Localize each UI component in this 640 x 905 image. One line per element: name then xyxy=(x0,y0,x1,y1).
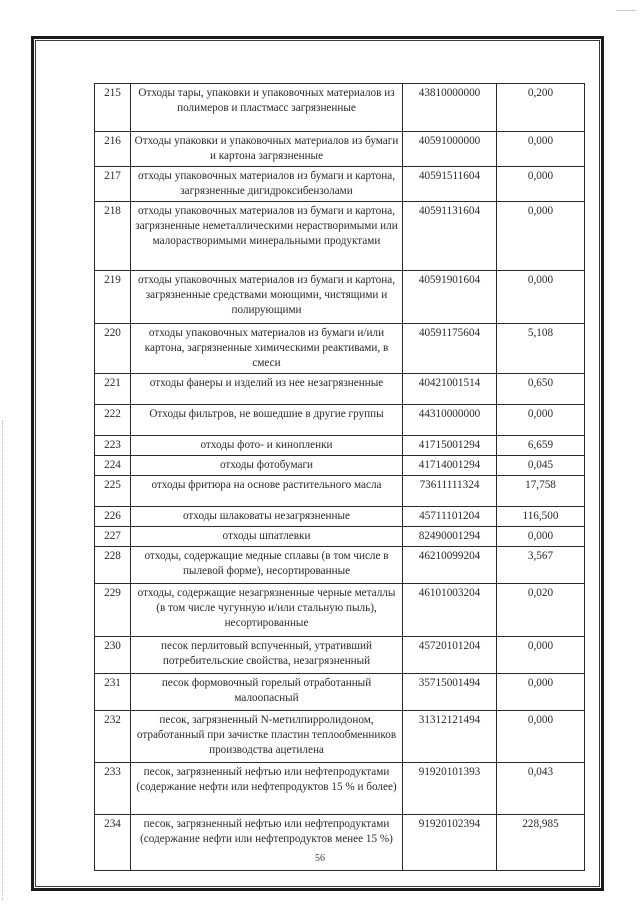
waste-name: отходы шлаковаты незагрязненные xyxy=(131,507,403,527)
row-number: 230 xyxy=(95,637,131,674)
waste-table xyxy=(94,83,585,871)
row-number: 216 xyxy=(95,132,131,167)
table-row xyxy=(95,202,585,271)
table-row xyxy=(95,584,585,637)
scan-edge-top xyxy=(616,10,636,12)
waste-name: песок, загрязненный нефтью или нефтепродуктами (содержание нефти или нефтепродуктов менее 15 %) xyxy=(131,815,403,871)
waste-code: 91920102394 xyxy=(403,815,497,871)
waste-code: 40591131604 xyxy=(403,202,497,271)
waste-amount: 0,200 xyxy=(497,84,585,132)
row-number: 229 xyxy=(95,584,131,637)
waste-name: песок, загрязненный N-метилпирролидоном, отработанный при зачистке пластин теплообменников производства ацетилена xyxy=(131,711,403,763)
waste-name: Отходы тары, упаковки и упаковочных материалов из полимеров и пластмасс загрязненные xyxy=(131,84,403,132)
waste-amount: 0,020 xyxy=(497,584,585,637)
waste-code: 41714001294 xyxy=(403,456,497,476)
waste-name: песок, загрязненный нефтью или нефтепродуктами (содержание нефти или нефтепродуктов 15 % и более) xyxy=(131,763,403,815)
waste-amount: 0,650 xyxy=(497,374,585,405)
table-row xyxy=(95,763,585,815)
row-number: 219 xyxy=(95,271,131,324)
row-number: 234 xyxy=(95,815,131,871)
table-row xyxy=(95,637,585,674)
row-number: 227 xyxy=(95,527,131,547)
waste-name: отходы фотобумаги xyxy=(131,456,403,476)
table-row xyxy=(95,436,585,456)
waste-amount: 0,000 xyxy=(497,202,585,271)
waste-name: отходы, содержащие незагрязненные черные металлы (в том числе чугунную и/или стальную пыль), несортированные xyxy=(131,584,403,637)
row-number: 220 xyxy=(95,324,131,374)
waste-amount: 0,000 xyxy=(497,637,585,674)
page-number: 56 xyxy=(315,853,325,864)
table-row xyxy=(95,547,585,584)
table-row xyxy=(95,476,585,507)
table-row xyxy=(95,84,585,132)
waste-name: отходы упаковочных материалов из бумаги и/или картона, загрязненные химическими реактивами, в смеси xyxy=(131,324,403,374)
waste-code: 46210099204 xyxy=(403,547,497,584)
waste-amount: 0,000 xyxy=(497,405,585,436)
waste-name: Отходы фильтров, не вошедшие в другие группы xyxy=(131,405,403,436)
row-number: 223 xyxy=(95,436,131,456)
waste-code: 45711101204 xyxy=(403,507,497,527)
waste-amount: 228,985 xyxy=(497,815,585,871)
waste-code: 40591000000 xyxy=(403,132,497,167)
waste-amount: 0,000 xyxy=(497,674,585,711)
row-number: 218 xyxy=(95,202,131,271)
waste-code: 31312121494 xyxy=(403,711,497,763)
waste-name: отходы фото- и кинопленки xyxy=(131,436,403,456)
waste-name: отходы упаковочных материалов из бумаги и картона, загрязненные средствами моющими, чистящими и полирующими xyxy=(131,271,403,324)
waste-amount: 0,000 xyxy=(497,527,585,547)
waste-name: песок формовочный горелый отработанный малоопасный xyxy=(131,674,403,711)
table-row xyxy=(95,711,585,763)
table-row xyxy=(95,507,585,527)
waste-code: 40421001514 xyxy=(403,374,497,405)
table-row xyxy=(95,132,585,167)
waste-code: 40591175604 xyxy=(403,324,497,374)
waste-amount: 17,758 xyxy=(497,476,585,507)
waste-amount: 0,043 xyxy=(497,763,585,815)
row-number: 232 xyxy=(95,711,131,763)
row-number: 217 xyxy=(95,167,131,202)
row-number: 222 xyxy=(95,405,131,436)
waste-amount: 6,659 xyxy=(497,436,585,456)
waste-code: 91920101393 xyxy=(403,763,497,815)
waste-amount: 5,108 xyxy=(497,324,585,374)
row-number: 215 xyxy=(95,84,131,132)
table-row xyxy=(95,456,585,476)
waste-code: 45720101204 xyxy=(403,637,497,674)
waste-code: 46101003204 xyxy=(403,584,497,637)
waste-name: отходы фритюра на основе растительного масла xyxy=(131,476,403,507)
waste-amount: 3,567 xyxy=(497,547,585,584)
waste-code: 41715001294 xyxy=(403,436,497,456)
waste-code: 35715001494 xyxy=(403,674,497,711)
row-number: 226 xyxy=(95,507,131,527)
waste-code: 43810000000 xyxy=(403,84,497,132)
table-row xyxy=(95,271,585,324)
waste-name: отходы фанеры и изделий из нее незагрязненные xyxy=(131,374,403,405)
waste-amount: 116,500 xyxy=(497,507,585,527)
row-number: 225 xyxy=(95,476,131,507)
waste-code: 82490001294 xyxy=(403,527,497,547)
waste-amount: 0,000 xyxy=(497,711,585,763)
waste-name: отходы, содержащие медные сплавы (в том числе в пылевой форме), несортированные xyxy=(131,547,403,584)
waste-name: отходы упаковочных материалов из бумаги и картона, загрязненные неметаллическими нерастворимыми или малорастворимыми минеральными продуктами xyxy=(131,202,403,271)
row-number: 221 xyxy=(95,374,131,405)
row-number: 233 xyxy=(95,763,131,815)
waste-amount: 0,045 xyxy=(497,456,585,476)
waste-code: 40591511604 xyxy=(403,167,497,202)
waste-amount: 0,000 xyxy=(497,167,585,202)
waste-name: отходы упаковочных материалов из бумаги и картона, загрязненные дигидроксибензолами xyxy=(131,167,403,202)
scan-edge-left xyxy=(2,420,4,900)
row-number: 224 xyxy=(95,456,131,476)
table-row xyxy=(95,527,585,547)
waste-name: Отходы упаковки и упаковочных материалов из бумаги и картона загрязненные xyxy=(131,132,403,167)
waste-name: песок перлитовый вспученный, утративший потребительские свойства, незагрязненный xyxy=(131,637,403,674)
waste-code: 44310000000 xyxy=(403,405,497,436)
waste-code: 40591901604 xyxy=(403,271,497,324)
table-row xyxy=(95,324,585,374)
waste-name: отходы шпатлевки xyxy=(131,527,403,547)
waste-code: 73611111324 xyxy=(403,476,497,507)
waste-amount: 0,000 xyxy=(497,271,585,324)
row-number: 231 xyxy=(95,674,131,711)
table-row xyxy=(95,374,585,405)
table-row xyxy=(95,167,585,202)
table-row xyxy=(95,674,585,711)
table-row xyxy=(95,405,585,436)
waste-amount: 0,000 xyxy=(497,132,585,167)
row-number: 228 xyxy=(95,547,131,584)
